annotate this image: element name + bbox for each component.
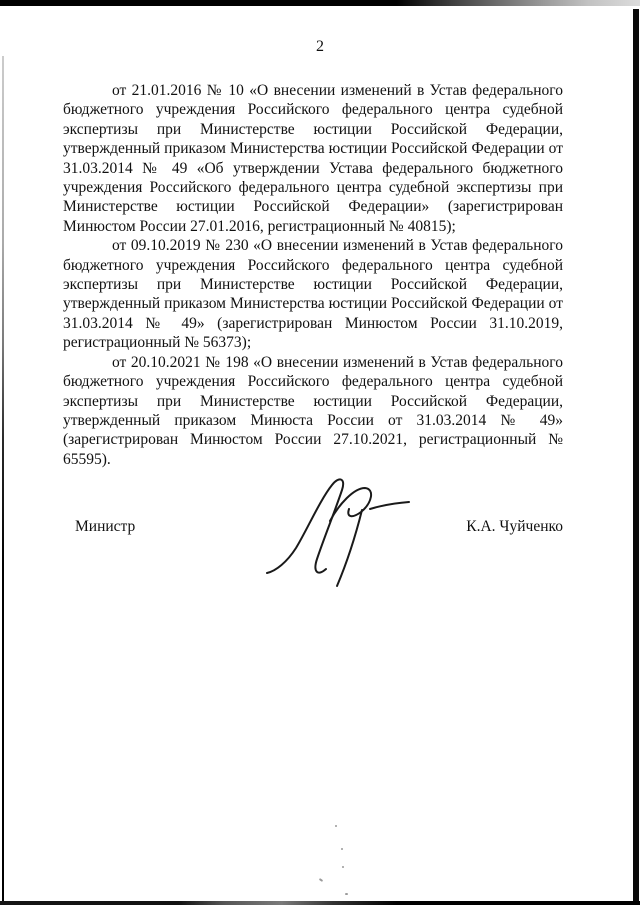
paragraph-amendment-2021: от 20.10.2021 № 198 «О внесении изменений в Устав федерального бюджетного учреждения Российского федерального центра судебной экспертизы при Министерстве юстиции Российской Федерации, утвержденный приказом Минюста России от 31.03.2014 № 49» (зарегистрирован Минюстом России 27.10.2021, регистрационный № 65595). (63, 353, 563, 468)
page-number: 2 (316, 38, 324, 55)
scan-edge-left (2, 56, 4, 905)
scan-speck (341, 848, 343, 850)
scan-speck (342, 866, 344, 868)
scan-edge-bottom (0, 901, 640, 905)
scan-speck (345, 893, 348, 895)
signoff-row (75, 517, 563, 536)
scan-speck (319, 878, 323, 882)
scan-speck (335, 825, 337, 827)
document-body (63, 81, 563, 469)
paragraph-amendment-2019: от 09.10.2019 № 230 «О внесении изменений в Устав федерального бюджетного учреждения Российского федерального центра судебной экспертизы при Министерстве юстиции Российской Федерации, утвержденный приказом Министерства юстиции Российской Федерации от 31.03.2014 № 49» (зарегистрирован Минюстом России 31.10.2019, регистрационный № 56373); (63, 237, 563, 352)
scan-edge-right (633, 9, 639, 905)
signoff-name: К.А. Чуйченко (466, 518, 563, 535)
signoff-title: Министр (75, 518, 136, 535)
scan-edge-top (0, 0, 640, 6)
paragraph-amendment-2016: от 21.01.2016 № 10 «О внесении изменений в Устав федерального бюджетного учреждения Российского федерального центра судебной экспертизы при Министерстве юстиции Российской Федерации, утвержденный приказом Министерства юстиции Российской Федерации от 31.03.2014 № 49 «Об утверждении Устава федерального бюджетного учреждения Российского федерального центра судебной экспертизы при Министерстве юстиции Российской Федерации» (зарегистрирован Минюстом России 27.01.2016, регистрационный № 40815); (63, 82, 563, 235)
